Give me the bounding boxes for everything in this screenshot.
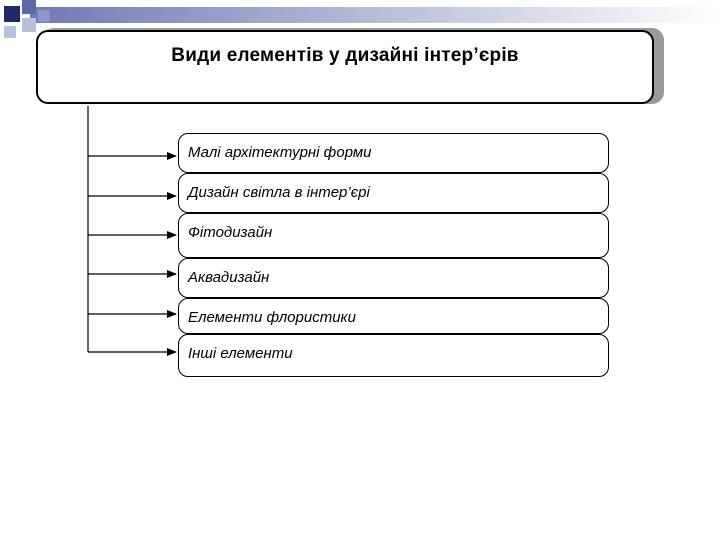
item-box-other-elements xyxy=(178,334,609,377)
item-label: Інші елементи xyxy=(188,345,293,362)
item-box-phytodesign xyxy=(178,213,609,258)
item-label: Аквадизайн xyxy=(188,269,270,286)
item-box-aquadesign xyxy=(178,258,609,298)
item-label: Елементи флористики xyxy=(188,309,356,326)
diagram-title: Види елементів у дизайні інтер’єрів xyxy=(171,45,519,66)
item-label: Фітодизайн xyxy=(188,224,273,241)
item-box-small-architectural-forms xyxy=(178,133,609,173)
item-label: Дизайн світла в інтер’єрі xyxy=(188,184,370,201)
item-label: Малі архітектурні форми xyxy=(188,144,372,161)
item-box-interior-lighting xyxy=(178,173,609,213)
item-box-floristry-elements xyxy=(178,298,609,334)
